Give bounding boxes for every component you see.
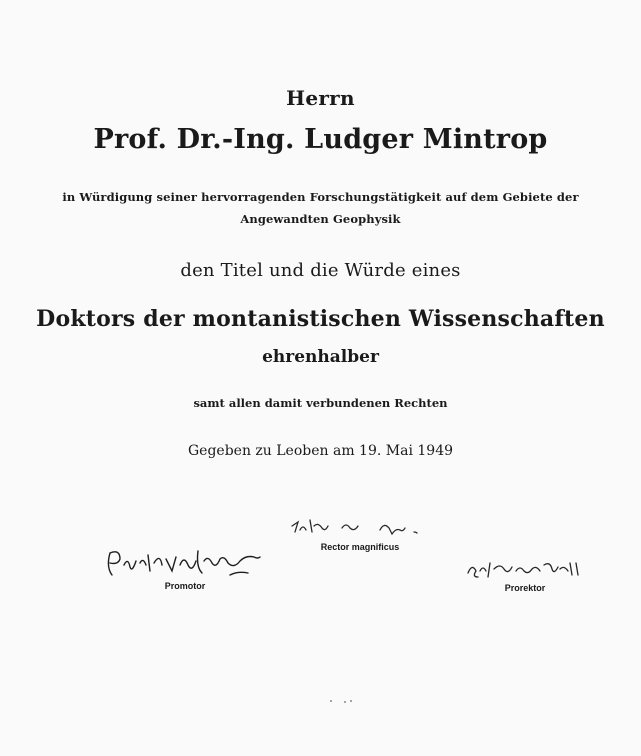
promotor-signature-scribble <box>100 545 270 581</box>
issue-date-line: Gegeben zu Leoben am 19. Mai 1949 <box>187 443 454 459</box>
signature-rector <box>280 512 440 552</box>
honoris-causa: ehrenhalber <box>262 347 379 367</box>
rights-line: samt allen damit verbundenen Rechten <box>193 396 448 410</box>
reason-line-1: in Würdigung seiner hervorragenden Forschungstätigkeit auf dem Gebiete der <box>62 190 579 204</box>
rector-signature-scribble <box>280 512 440 542</box>
signature-promotor <box>100 545 270 591</box>
signature-prorektor <box>460 555 590 593</box>
paper-speck <box>350 700 352 702</box>
reason-line-2: Angewandten Geophysik <box>240 212 401 226</box>
title-intro: den Titel und die Würde eines <box>180 260 461 281</box>
prorektor-signature-scribble <box>460 555 590 583</box>
paper-speck <box>344 701 346 703</box>
rector-role-label: Rector magnificus <box>320 542 400 552</box>
paper-speck <box>330 700 332 702</box>
recipient-name: Prof. Dr.-Ing. Ludger Mintrop <box>93 124 548 155</box>
prorektor-role-label: Prorektor <box>504 583 546 593</box>
promotor-role-label: Promotor <box>164 581 206 591</box>
degree-title: Doktors der montanistischen Wissenschaften <box>36 306 605 332</box>
salutation: Herrn <box>286 86 355 110</box>
